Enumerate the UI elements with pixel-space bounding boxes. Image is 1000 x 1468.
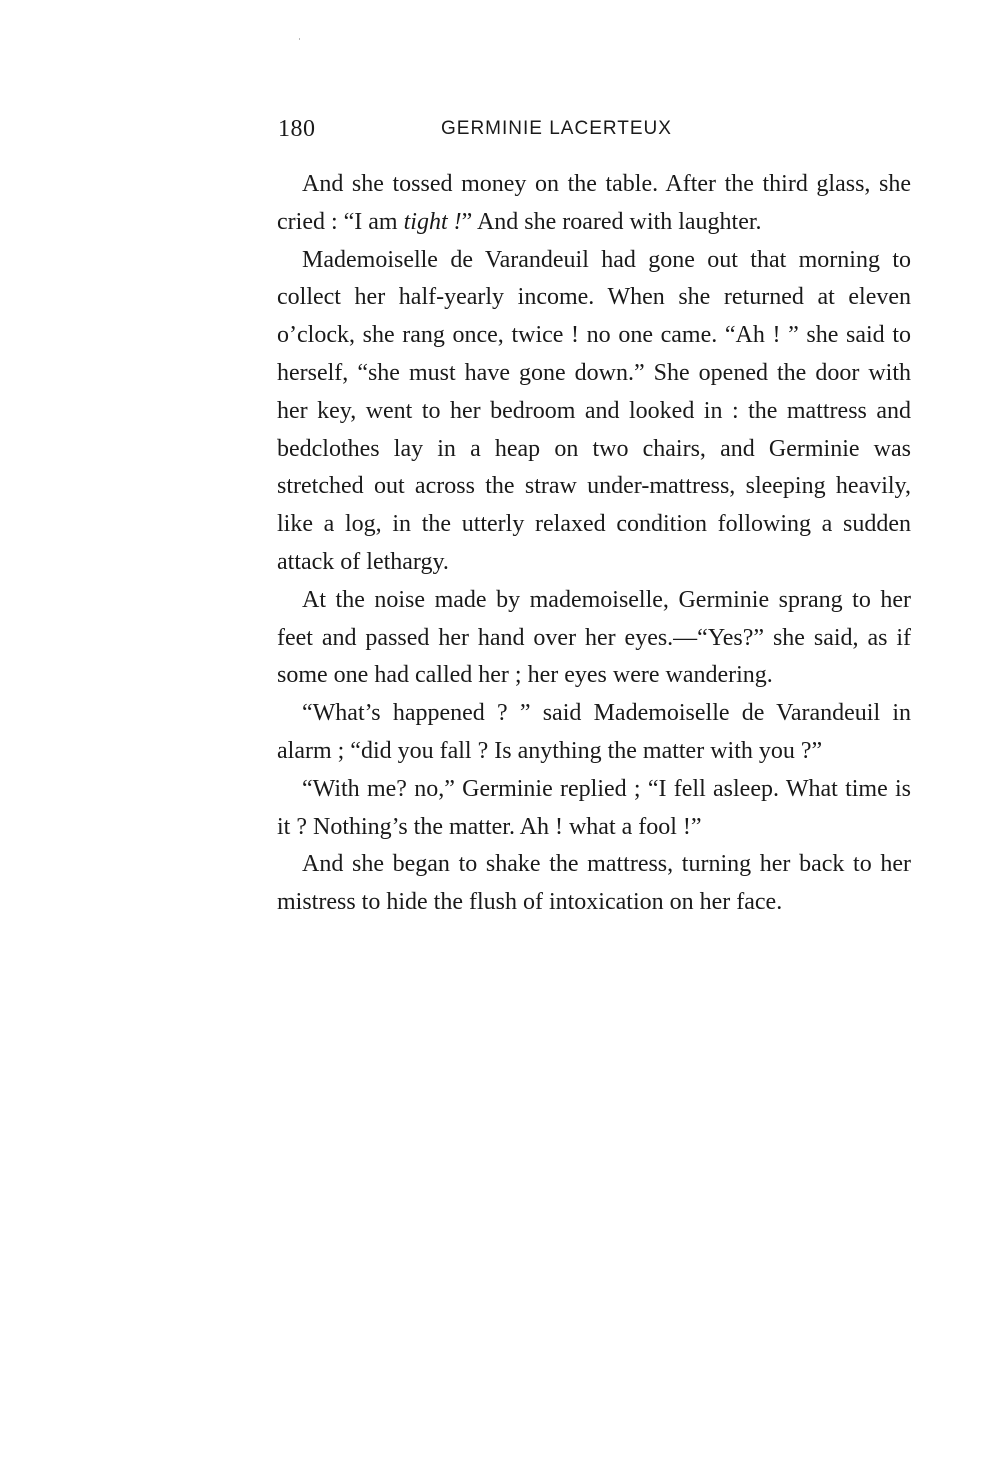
paragraph-1-italic: tight !	[403, 208, 462, 235]
paragraph-1	[277, 166, 911, 242]
running-title: GERMINIE LACERTEUX	[441, 118, 672, 139]
body-text	[277, 166, 911, 922]
paragraph-6: And she began to shake the mattress, turning her back to her mistress to hide the flush of intoxication on her face.	[277, 851, 911, 916]
page-header	[278, 116, 911, 144]
paragraph-1-text-a: And she tossed money on the table. After the third glass, she cried : “I am	[277, 171, 911, 235]
paragraph-5: “With me? no,” Germinie replied ; “I fell asleep. What time is it ? Nothing’s the matter. Ah ! what a fool !”	[277, 775, 911, 840]
paragraph-2: Mademoiselle de Varandeuil had gone out that morning to collect her half-yearly income. When she returned at eleven o’clock, she rang once, twice ! no one came. “Ah ! ” she said to herself, “she must have gone down.” She opened the door with her key, went to her bedroom and looked in : the mattress and bedclothes lay in a heap on two chairs, and Germinie was stretched out across the straw under-mattress, sleeping heavily, like a log, in the utterly relaxed condition following a sudden attack of lethargy.	[277, 246, 911, 575]
page-number: 180	[278, 116, 316, 142]
paragraph-4: “What’s happened ? ” said Mademoiselle de Varandeuil in alarm ; “did you fall ? Is anything the matter with you ?”	[277, 700, 911, 764]
paragraph-3: At the noise made by mademoiselle, Germinie sprang to her feet and passed her hand over her eyes.—“Yes?” she said, as if some one had called her ; her eyes were wandering.	[277, 586, 911, 689]
paragraph-1-text-b: ” And she roared with laughter.	[461, 208, 762, 235]
scan-mark	[299, 38, 300, 40]
